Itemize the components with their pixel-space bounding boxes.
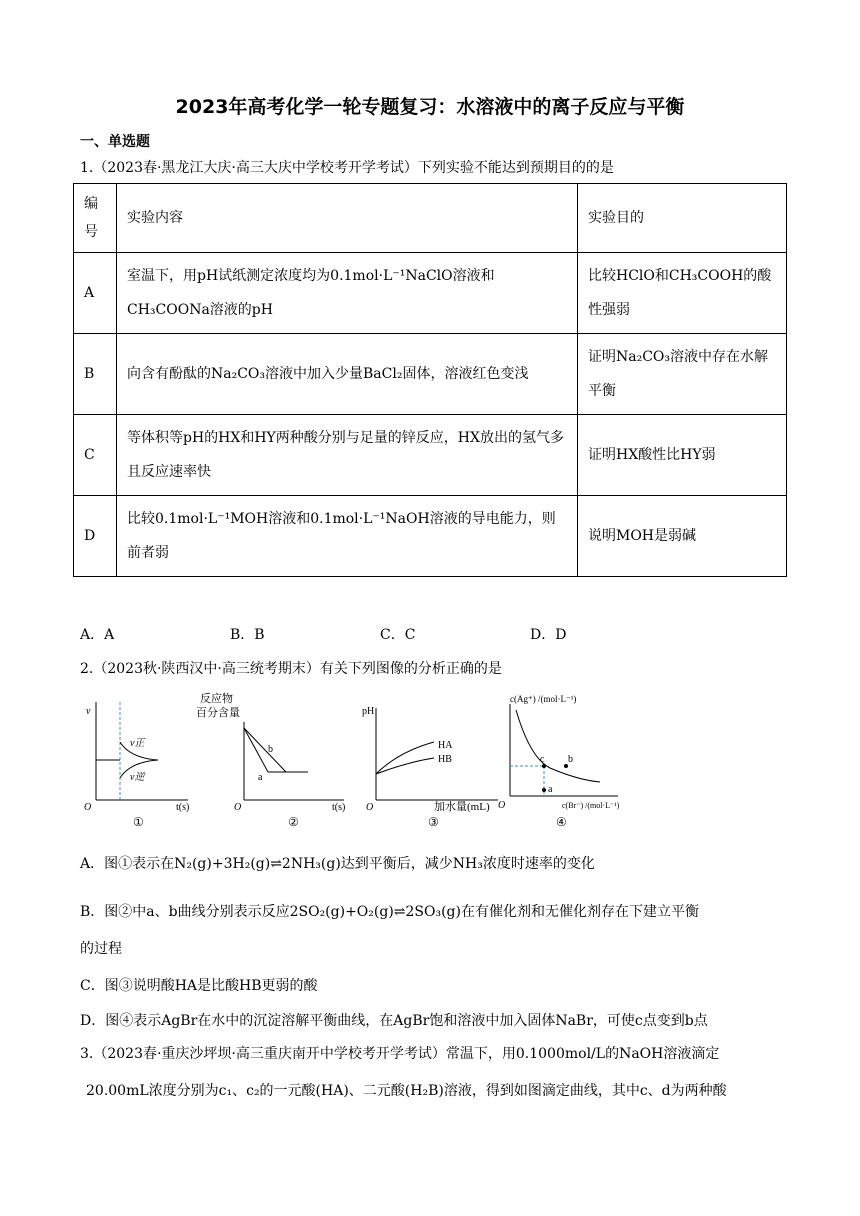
option-d: D．D <box>530 627 567 643</box>
g4-point-a: a <box>548 784 553 795</box>
graph-4 <box>498 694 620 829</box>
g3-series-hb: HB <box>438 754 452 765</box>
g2-origin: O <box>234 802 242 813</box>
row-id: C <box>74 415 117 496</box>
q2-stem: 2.（2023秋·陕西汉中·高三统考期末）有关下列图像的分析正确的是 <box>80 661 502 677</box>
g1-forward-label: v正 <box>130 738 145 749</box>
g4-point-b: b <box>568 754 573 765</box>
g1-y-label: v <box>86 706 91 717</box>
q1-options <box>80 624 680 644</box>
g2-x-label: t(s) <box>332 802 346 813</box>
option-c: C．C <box>380 627 416 643</box>
q2-option-c: C．图③说明酸HA是比酸HB更弱的酸 <box>80 978 318 994</box>
row-purpose: 证明Na₂CO₃溶液中存在水解平衡 <box>578 334 787 415</box>
header-id: 编号 <box>74 184 117 253</box>
g2-number: ② <box>288 815 299 829</box>
q2-option-b: B．图②中a、b曲线分别表示反应2SO₂(g)+O₂(g)⇌2SO₃(g)在有催化剂和无催化剂存在下建立平衡 <box>80 904 699 920</box>
row-content: 向含有酚酞的Na₂CO₃溶液中加入少量BaCl₂固体，溶液红色变浅 <box>117 334 578 415</box>
q2-graphs <box>78 692 638 832</box>
q3-stem-line-2: 20.00mL浓度分别为c₁、c₂的一元酸(HA)、二元酸(H₂B)溶液，得到如图滴定曲线，其中c、d为两种酸 <box>86 1083 727 1099</box>
g4-y-label: c(Ag⁺) /(mol·L⁻¹) <box>510 694 577 704</box>
row-content: 室温下，用pH试纸测定浓度均为0.1mol·L⁻¹NaClO溶液和CH₃COONa溶液的pH <box>117 253 578 334</box>
g4-number: ④ <box>556 815 567 829</box>
graph-1 <box>84 702 189 829</box>
g4-x-label: c(Br⁻) /(mol·L⁻¹) <box>562 801 620 810</box>
g3-x-label: 加水量(mL) <box>434 801 490 813</box>
g3-series-ha: HA <box>438 740 453 751</box>
header-purpose: 实验目的 <box>578 184 787 253</box>
g1-reverse-label: v逆 <box>130 772 145 783</box>
row-content: 比较0.1mol·L⁻¹MOH溶液和0.1mol·L⁻¹NaOH溶液的导电能力，则前者弱 <box>117 496 578 577</box>
g1-origin: O <box>84 802 92 813</box>
row-id: D <box>74 496 117 577</box>
q2-option-a: A．图①表示在N₂(g)+3H₂(g)⇌2NH₃(g)达到平衡后，减少NH₃浓度时速率的变化 <box>80 856 595 872</box>
row-purpose: 说明MOH是弱碱 <box>578 496 787 577</box>
q2-option-d: D．图④表示AgBr在水中的沉淀溶解平衡曲线，在AgBr饱和溶液中加入固体NaBr，可使c点变到b点 <box>80 1013 708 1029</box>
table-row <box>74 334 787 415</box>
graph-2 <box>196 692 345 829</box>
g2-curve-b: b <box>268 744 273 755</box>
g1-x-label: t(s) <box>176 802 190 813</box>
q1-stem: 1.（2023春·黑龙江大庆·高三大庆中学校考开学考试）下列实验不能达到预期目的的是 <box>80 160 614 176</box>
table-row <box>74 415 787 496</box>
g2-y-label-2: 百分含量 <box>196 707 240 719</box>
g4-point-c: c <box>540 754 545 765</box>
q2-option-b-cont: 的过程 <box>80 941 122 957</box>
option-a: A．A <box>80 627 115 643</box>
q3-stem-line-1: 3.（2023春·重庆沙坪坝·高三重庆南开中学校考开学考试）常温下，用0.1000mol/L的NaOH溶液滴定 <box>80 1046 720 1062</box>
g4-origin: O <box>498 800 506 811</box>
g2-y-label-1: 反应物 <box>200 693 233 705</box>
graph-3 <box>362 706 498 829</box>
row-purpose: 证明HX酸性比HY弱 <box>578 415 787 496</box>
section-heading: 一、单选题 <box>80 134 150 150</box>
page-title: 2023年高考化学一轮专题复习：水溶液中的离子反应与平衡 <box>175 96 685 118</box>
experiment-table <box>73 183 787 577</box>
g3-y-label: pH <box>362 706 375 717</box>
row-content: 等体积等pH的HX和HY两种酸分别与足量的锌反应，HX放出的氢气多且反应速率快 <box>117 415 578 496</box>
header-content: 实验内容 <box>117 184 578 253</box>
table-row <box>74 253 787 334</box>
g3-number: ③ <box>428 815 439 829</box>
g1-number: ① <box>133 815 144 829</box>
g2-curve-a: a <box>258 772 263 783</box>
row-id: B <box>74 334 117 415</box>
option-b: B．B <box>230 627 265 643</box>
row-id: A <box>74 253 117 334</box>
table-header-row <box>74 184 787 253</box>
table-row <box>74 496 787 577</box>
g3-origin: O <box>366 802 374 813</box>
row-purpose: 比较HClO和CH₃COOH的酸性强弱 <box>578 253 787 334</box>
